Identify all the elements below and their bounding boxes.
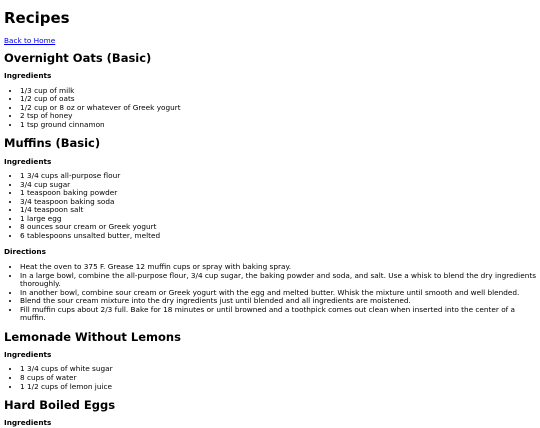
ingredients-heading: Ingredients [4, 156, 52, 166]
back-to-home-link[interactable]: Back to Home [4, 35, 56, 45]
direction-step: • Fill muffin cups about 2/3 full. Bake for 18 minutes or until browned and a toothpick comes out clean when inserted into the center of a muffin. [20, 306, 536, 323]
ingredient-item: • 8 ounces sour cream or Greek yogurt [20, 223, 536, 232]
ingredient-item: • 1/3 cup of milk [20, 87, 536, 96]
ingredients-heading: Ingredients [4, 71, 52, 81]
ingredients-list [4, 87, 536, 130]
recipe-title: Overnight Oats (Basic) [4, 51, 152, 66]
ingredient-item: • 1 teaspoon baking powder [20, 189, 536, 198]
direction-step: • Heat the oven to 375 F. Grease 12 muffin cups or spray with baking spray. [20, 263, 536, 272]
recipe-hard-boiled-eggs [4, 399, 536, 428]
ingredients-list [4, 172, 536, 240]
directions-heading: Directions [4, 247, 46, 257]
ingredient-item: • 8 cups of water [20, 374, 536, 383]
recipe-overnight-oats [4, 52, 536, 129]
ingredient-item: • 1 1/2 cups of lemon juice [20, 383, 536, 392]
page-title: Recipes [4, 9, 70, 27]
ingredient-item: • 1/4 teaspoon salt [20, 206, 536, 215]
ingredient-item: • 2 tsp of honey [20, 112, 536, 121]
ingredients-heading: Ingredients [4, 418, 52, 428]
direction-step: • In a large bowl, combine the all-purpose flour, 3/4 cup sugar, the baking powder and soda, and salt. Use a whisk to blend the dry ingredients thoroughly. [20, 272, 536, 289]
ingredient-item: • 1 3/4 cups all-purpose flour [20, 172, 536, 181]
ingredient-item: • 1 3/4 cups of white sugar [20, 365, 536, 374]
recipe-lemonade [4, 331, 536, 391]
recipe-title: Hard Boiled Eggs [4, 398, 116, 413]
ingredients-heading: Ingredients [4, 349, 52, 359]
recipe-title: Muffins (Basic) [4, 136, 101, 151]
ingredient-item: • 3/4 cup sugar [20, 181, 536, 190]
ingredient-item: • 3/4 teaspoon baking soda [20, 198, 536, 207]
directions-list [4, 263, 536, 323]
ingredient-item: • 1/2 cup or 8 oz or whatever of Greek yogurt [20, 104, 536, 113]
recipe-muffins [4, 137, 536, 322]
direction-step: • In another bowl, combine sour cream or Greek yogurt with the egg and melted butter. Whisk the mixture until smooth and well blended. [20, 289, 536, 298]
direction-step: • Blend the sour cream mixture into the dry ingredients just until blended and all ingredients are moistened. [20, 297, 536, 306]
ingredient-item: • 1/2 cup of oats [20, 95, 536, 104]
ingredients-list [4, 365, 536, 391]
ingredient-item: • 1 large egg [20, 215, 536, 224]
recipe-title: Lemonade Without Lemons [4, 329, 181, 344]
ingredient-item: • 1 tsp ground cinnamon [20, 121, 536, 130]
ingredient-item: • 6 tablespoons unsalted butter, melted [20, 232, 536, 241]
